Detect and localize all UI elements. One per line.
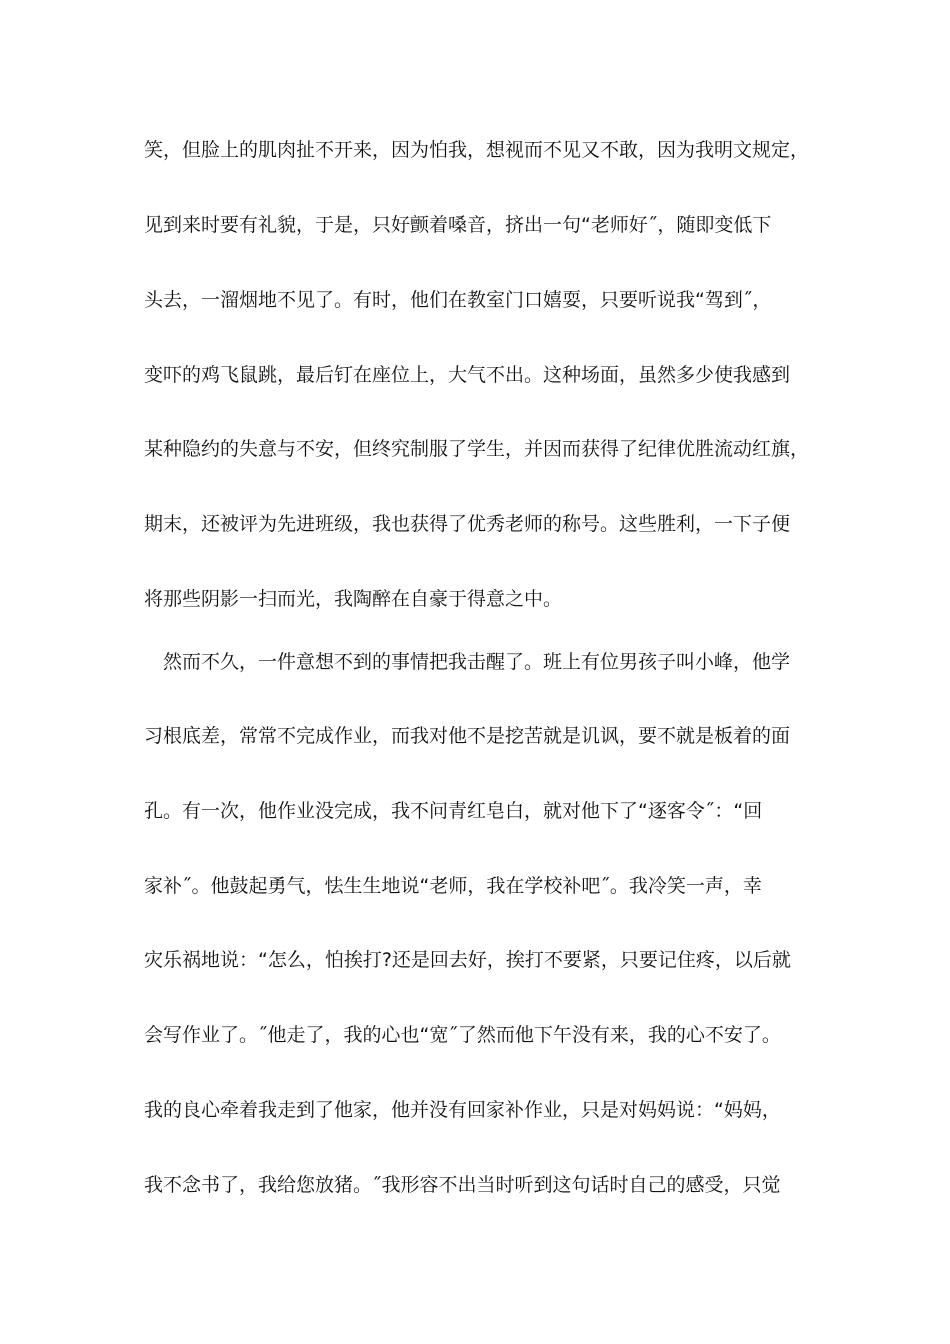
text-line: 习根底差，常常不完成作业，而我对他不是挖苦就是讥讽，要不就是板着的面 (144, 725, 791, 747)
text-line: 某种隐约的失意与不安，但终究制服了学生，并因而获得了纪律优胜流动红旗， (144, 438, 810, 460)
text-line: 笑，但脸上的肌肉扯不开来，因为怕我，想视而不见又不敢，因为我明文规定， (144, 139, 810, 161)
text-line: 然而不久，一件意想不到的事情把我击醒了。班上有位男孩子叫小峰，他学 (144, 651, 791, 673)
text-line: 家补˝。他鼓起勇气，怯生生地说“老师，我在学校补吧˝。我冷笑一声，幸 (144, 875, 762, 897)
text-line: 变吓的鸡飞鼠跳，最后钉在座位上，大气不出。这种场面，虽然多少使我感到 (144, 364, 791, 386)
text-line: 见到来时要有礼貌，于是，只好颤着嗓音，挤出一句“老师好˝，随即变低下 (144, 214, 772, 236)
text-line: 期末，还被评为先进班级，我也获得了优秀老师的称号。这些胜利，一下子便 (144, 513, 791, 535)
text-line: 将那些阴影一扫而光，我陶醉在自豪于得意之中。 (144, 588, 563, 610)
text-line: 头去，一溜烟地不见了。有时，他们在教室门口嬉耍，只要听说我“驾到˝， (144, 289, 772, 311)
text-line: 我不念书了，我给您放猪。˝我形容不出当时听到这句话时自己的感受，只觉 (144, 1174, 781, 1196)
text-line: 灾乐祸地说：“怎么，怕挨打?还是回去好，挨打不要紧，只要记住疼，以后就 (144, 949, 791, 971)
text-line: 孔。有一次，他作业没完成，我不问青红皂白，就对他下了“逐客令˝：“回 (144, 800, 763, 822)
text-line: 会写作业了。˝他走了，我的心也“宽˝了然而他下午没有来，我的心不安了。 (144, 1024, 781, 1046)
text-line: 我的良心牵着我走到了他家，他并没有回家补作业，只是对妈妈说：“妈妈， (144, 1099, 781, 1121)
